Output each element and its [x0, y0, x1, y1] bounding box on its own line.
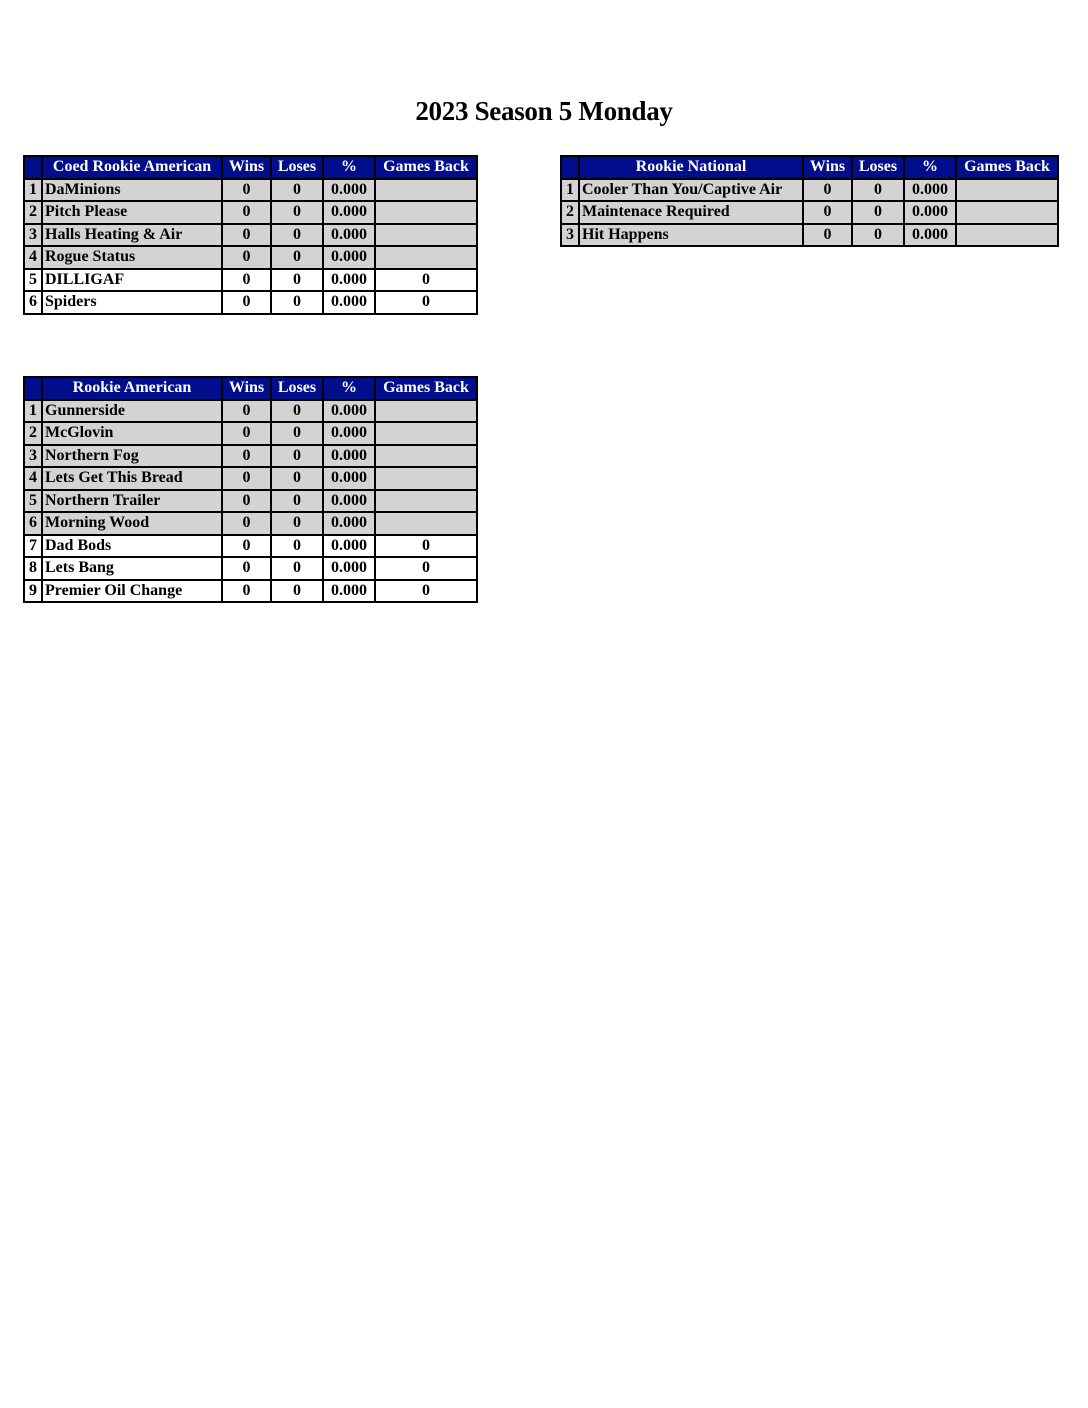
games-back-cell	[956, 179, 1058, 202]
pct-cell: 0.000	[323, 535, 375, 558]
loses-cell: 0	[271, 490, 323, 513]
games-back-cell	[375, 490, 477, 513]
wins-cell: 0	[222, 512, 271, 535]
pct-cell: 0.000	[323, 224, 375, 247]
table-header-row	[561, 156, 1058, 179]
wins-cell: 0	[222, 224, 271, 247]
games-back-cell	[956, 201, 1058, 224]
loses-cell: 0	[271, 580, 323, 603]
loses-header: Loses	[271, 377, 323, 400]
wins-header: Wins	[222, 377, 271, 400]
wins-cell: 0	[222, 400, 271, 423]
loses-cell: 0	[852, 224, 904, 247]
pct-cell: 0.000	[323, 201, 375, 224]
pct-cell: 0.000	[904, 201, 956, 224]
loses-cell: 0	[271, 246, 323, 269]
wins-cell: 0	[222, 291, 271, 314]
games-back-cell	[375, 224, 477, 247]
coed-rookie-american-table	[23, 155, 478, 315]
table-row	[24, 422, 477, 445]
loses-cell: 0	[271, 445, 323, 468]
table-row	[24, 467, 477, 490]
team-name-cell: McGlovin	[42, 422, 222, 445]
rank-cell: 3	[24, 224, 42, 247]
loses-cell: 0	[271, 557, 323, 580]
team-name-cell: Morning Wood	[42, 512, 222, 535]
team-name-cell: Halls Heating & Air	[42, 224, 222, 247]
games-back-cell	[375, 400, 477, 423]
wins-cell: 0	[803, 224, 852, 247]
division-name: Rookie National	[579, 156, 803, 179]
table-row	[24, 400, 477, 423]
rank-cell: 1	[24, 179, 42, 202]
table-row	[24, 557, 477, 580]
pct-cell: 0.000	[323, 246, 375, 269]
pct-cell: 0.000	[904, 179, 956, 202]
games-back-header: Games Back	[375, 156, 477, 179]
pct-cell: 0.000	[323, 445, 375, 468]
rookie-american-table	[23, 376, 478, 603]
pct-cell: 0.000	[323, 179, 375, 202]
rank-cell: 1	[561, 179, 579, 202]
team-name-cell: Northern Trailer	[42, 490, 222, 513]
pct-cell: 0.000	[323, 467, 375, 490]
games-back-cell	[375, 246, 477, 269]
team-name-cell: Rogue Status	[42, 246, 222, 269]
page-title: 2023 Season 5 Monday	[415, 96, 673, 126]
rank-cell: 1	[24, 400, 42, 423]
loses-header: Loses	[852, 156, 904, 179]
table-body	[24, 179, 477, 314]
pct-cell: 0.000	[323, 580, 375, 603]
loses-cell: 0	[271, 535, 323, 558]
team-name-cell: Dad Bods	[42, 535, 222, 558]
team-name-cell: Gunnerside	[42, 400, 222, 423]
pct-cell: 0.000	[904, 224, 956, 247]
team-name-cell: Hit Happens	[579, 224, 803, 247]
loses-cell: 0	[271, 512, 323, 535]
wins-cell: 0	[222, 467, 271, 490]
table-row	[24, 512, 477, 535]
games-back-cell: 0	[375, 580, 477, 603]
table-row	[24, 224, 477, 247]
wins-header: Wins	[222, 156, 271, 179]
wins-cell: 0	[222, 246, 271, 269]
loses-cell: 0	[271, 224, 323, 247]
team-name-cell: DILLIGAF	[42, 269, 222, 292]
table-row	[24, 246, 477, 269]
table-body	[24, 400, 477, 603]
rank-cell: 3	[561, 224, 579, 247]
table-row	[24, 445, 477, 468]
pct-header: %	[323, 377, 375, 400]
wins-cell: 0	[222, 557, 271, 580]
wins-header: Wins	[803, 156, 852, 179]
pct-cell: 0.000	[323, 291, 375, 314]
games-back-cell: 0	[375, 291, 477, 314]
team-name-cell: Spiders	[42, 291, 222, 314]
games-back-cell	[375, 445, 477, 468]
rank-cell: 4	[24, 467, 42, 490]
loses-cell: 0	[271, 291, 323, 314]
games-back-cell	[375, 512, 477, 535]
wins-cell: 0	[222, 580, 271, 603]
team-name-cell: Pitch Please	[42, 201, 222, 224]
table-row	[24, 291, 477, 314]
table-header-row	[24, 156, 477, 179]
wins-cell: 0	[222, 269, 271, 292]
table-row	[561, 201, 1058, 224]
rank-cell: 3	[24, 445, 42, 468]
team-name-cell: Lets Get This Bread	[42, 467, 222, 490]
pct-header: %	[323, 156, 375, 179]
team-name-cell: Northern Fog	[42, 445, 222, 468]
pct-cell: 0.000	[323, 512, 375, 535]
rank-cell: 6	[24, 291, 42, 314]
loses-cell: 0	[852, 179, 904, 202]
wins-cell: 0	[222, 422, 271, 445]
loses-cell: 0	[271, 400, 323, 423]
rank-header	[24, 156, 42, 179]
team-name-cell: Cooler Than You/Captive Air	[579, 179, 803, 202]
rank-cell: 6	[24, 512, 42, 535]
rank-header	[24, 377, 42, 400]
loses-header: Loses	[271, 156, 323, 179]
rank-header	[561, 156, 579, 179]
loses-cell: 0	[271, 201, 323, 224]
wins-cell: 0	[222, 535, 271, 558]
wins-cell: 0	[222, 490, 271, 513]
games-back-cell	[375, 467, 477, 490]
table-row	[24, 490, 477, 513]
rank-cell: 7	[24, 535, 42, 558]
rank-cell: 2	[24, 422, 42, 445]
table-row	[24, 201, 477, 224]
table-row	[24, 580, 477, 603]
wins-cell: 0	[222, 445, 271, 468]
games-back-cell: 0	[375, 557, 477, 580]
table-row	[561, 179, 1058, 202]
games-back-cell	[375, 179, 477, 202]
games-back-cell	[375, 201, 477, 224]
wins-cell: 0	[222, 179, 271, 202]
table-row	[561, 224, 1058, 247]
team-name-cell: DaMinions	[42, 179, 222, 202]
team-name-cell: Maintenace Required	[579, 201, 803, 224]
games-back-header: Games Back	[375, 377, 477, 400]
rank-cell: 9	[24, 580, 42, 603]
team-name-cell: Premier Oil Change	[42, 580, 222, 603]
games-back-cell: 0	[375, 269, 477, 292]
pct-cell: 0.000	[323, 269, 375, 292]
wins-cell: 0	[803, 201, 852, 224]
division-name: Rookie American	[42, 377, 222, 400]
games-back-cell	[375, 422, 477, 445]
rookie-national-table	[560, 155, 1059, 247]
table-row	[24, 179, 477, 202]
rank-cell: 4	[24, 246, 42, 269]
pct-cell: 0.000	[323, 557, 375, 580]
loses-cell: 0	[271, 269, 323, 292]
pct-header: %	[904, 156, 956, 179]
rank-cell: 5	[24, 269, 42, 292]
rank-cell: 2	[561, 201, 579, 224]
rank-cell: 2	[24, 201, 42, 224]
wins-cell: 0	[222, 201, 271, 224]
table-row	[24, 269, 477, 292]
games-back-cell	[956, 224, 1058, 247]
loses-cell: 0	[271, 179, 323, 202]
wins-cell: 0	[803, 179, 852, 202]
loses-cell: 0	[271, 422, 323, 445]
rank-cell: 5	[24, 490, 42, 513]
games-back-cell: 0	[375, 535, 477, 558]
rank-cell: 8	[24, 557, 42, 580]
table-row	[24, 535, 477, 558]
loses-cell: 0	[271, 467, 323, 490]
table-body	[561, 179, 1058, 247]
division-name: Coed Rookie American	[42, 156, 222, 179]
loses-cell: 0	[852, 201, 904, 224]
pct-cell: 0.000	[323, 490, 375, 513]
pct-cell: 0.000	[323, 422, 375, 445]
team-name-cell: Lets Bang	[42, 557, 222, 580]
games-back-header: Games Back	[956, 156, 1058, 179]
pct-cell: 0.000	[323, 400, 375, 423]
table-header-row	[24, 377, 477, 400]
